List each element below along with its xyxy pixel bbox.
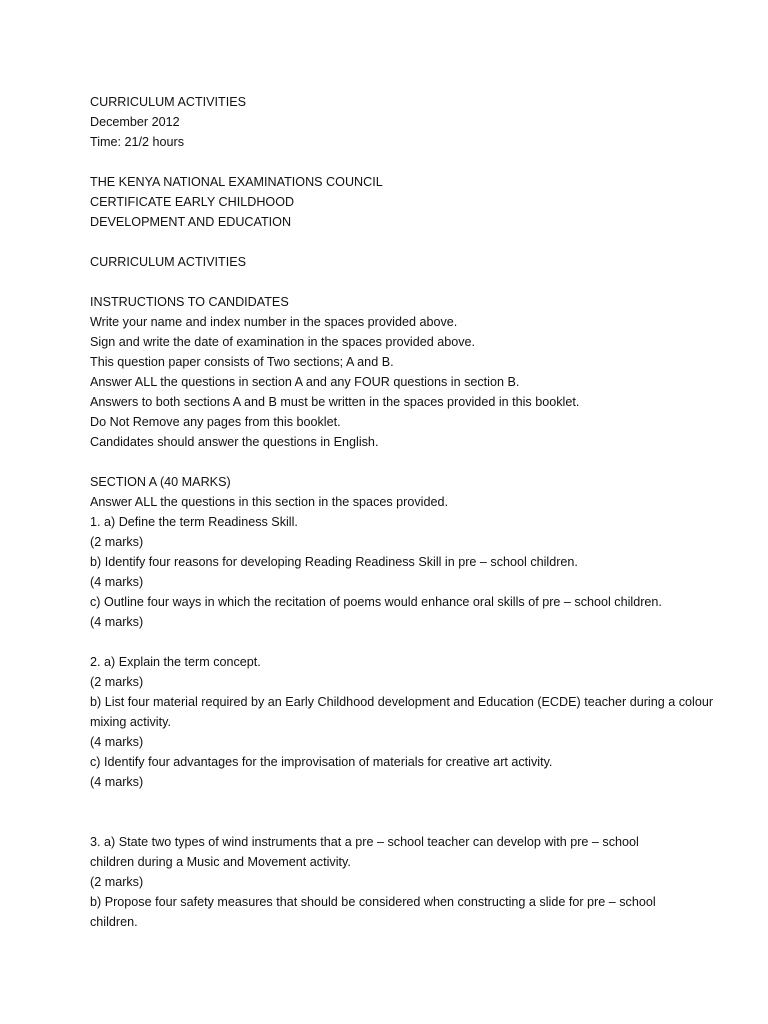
marks-label: (4 marks) bbox=[90, 775, 144, 789]
subject-line: CURRICULUM ACTIVITIES bbox=[90, 95, 247, 109]
paper-title: CURRICULUM ACTIVITIES bbox=[90, 255, 247, 269]
marks-label: (4 marks) bbox=[90, 735, 144, 749]
marks-label: (2 marks) bbox=[90, 535, 144, 549]
marks-label: (2 marks) bbox=[90, 675, 144, 689]
question-3a: 3. a) State two types of wind instruments that a pre – school teacher can develop with pre – school children during a Music and Movement activity. bbox=[90, 835, 639, 869]
instruction-item: Answers to both sections A and B must be written in the spaces provided in this booklet. bbox=[90, 395, 580, 409]
council-name: THE KENYA NATIONAL EXAMINATIONS COUNCIL bbox=[90, 175, 383, 189]
certificate-line-1: CERTIFICATE EARLY CHILDHOOD bbox=[90, 195, 295, 209]
question-2c: c) Identify four advantages for the improvisation of materials for creative art activity. bbox=[90, 755, 553, 769]
question-2a: 2. a) Explain the term concept. bbox=[90, 655, 261, 669]
instruction-item: This question paper consists of Two sections; A and B. bbox=[90, 355, 394, 369]
instruction-item: Do Not Remove any pages from this booklet. bbox=[90, 415, 341, 429]
question-2b: b) List four material required by an Early Childhood development and Education (ECDE) teacher during a colour mixing activity. bbox=[90, 695, 714, 729]
question-1c: c) Outline four ways in which the recitation of poems would enhance oral skills of pre – school children. bbox=[90, 595, 662, 609]
certificate-line-2: DEVELOPMENT AND EDUCATION bbox=[90, 215, 292, 229]
marks-label: (4 marks) bbox=[90, 575, 144, 589]
instruction-item: Answer ALL the questions in section A and any FOUR questions in section B. bbox=[90, 375, 520, 389]
instruction-item: Sign and write the date of examination in the spaces provided above. bbox=[90, 335, 476, 349]
instruction-item: Candidates should answer the questions in English. bbox=[90, 435, 379, 449]
section-a-heading: SECTION A (40 MARKS) bbox=[90, 475, 231, 489]
exam-date: December 2012 bbox=[90, 115, 180, 129]
marks-label: (2 marks) bbox=[90, 875, 144, 889]
marks-label: (4 marks) bbox=[90, 615, 144, 629]
section-a-instruction: Answer ALL the questions in this section in the spaces provided. bbox=[90, 495, 448, 509]
instruction-item: Write your name and index number in the spaces provided above. bbox=[90, 315, 458, 329]
question-3b: b) Propose four safety measures that should be considered when constructing a slide for pre – school children. bbox=[90, 895, 656, 929]
question-1b: b) Identify four reasons for developing Reading Readiness Skill in pre – school children. bbox=[90, 555, 578, 569]
exam-time: Time: 21/2 hours bbox=[90, 135, 185, 149]
document-page bbox=[90, 92, 730, 932]
instructions-heading: INSTRUCTIONS TO CANDIDATES bbox=[90, 295, 289, 309]
question-1a: 1. a) Define the term Readiness Skill. bbox=[90, 515, 298, 529]
